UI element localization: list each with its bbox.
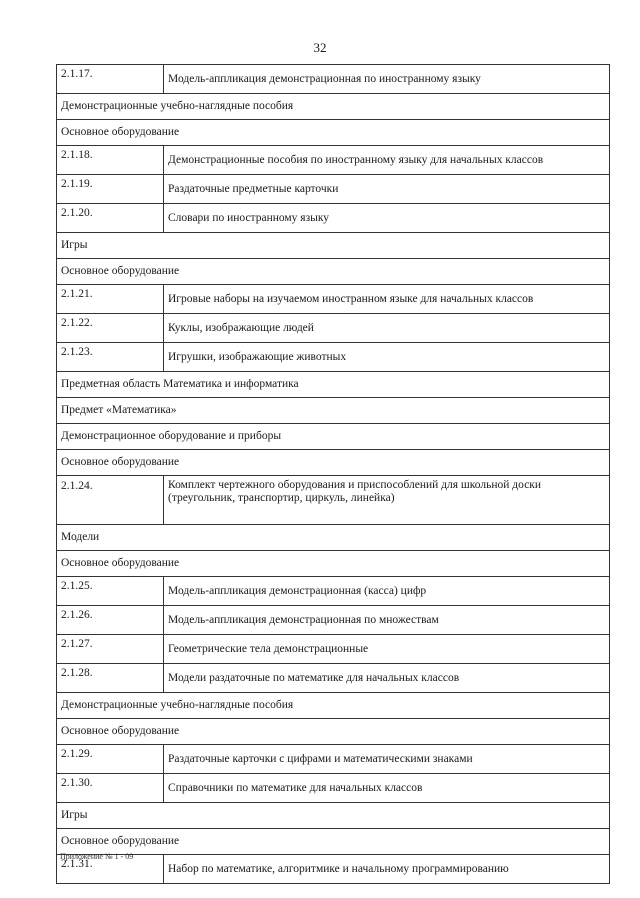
item-description: Модель-аппликация демонстрационная по множествам [164,606,610,635]
item-description: Раздаточные предметные карточки [164,175,610,204]
item-description: Набор по математике, алгоритмике и начальному программированию [164,855,610,884]
section-header-text: Демонстрационные учебно-наглядные пособия [57,94,610,120]
section-header-text: Предмет «Математика» [57,398,610,424]
equipment-table-body [57,65,610,884]
section-header-row [57,259,610,285]
item-description: Модели раздаточные по математике для начальных классов [164,664,610,693]
item-number: 2.1.22. [57,314,164,343]
page-footer: Приложение № 1 - 09 [60,852,134,861]
item-number: 2.1.26. [57,606,164,635]
section-header-text: Игры [57,803,610,829]
item-description: Модель-аппликация демонстрационная (касса) цифр [164,577,610,606]
item-row [57,855,610,884]
equipment-table-container [56,64,610,884]
page-number: 32 [313,40,327,55]
section-header-text: Основное оборудование [57,120,610,146]
item-description: Комплект чертежного оборудования и приспособлений для школьной доски (треугольник, транспортир, циркуль, линейка) [164,476,610,525]
section-header-text: Основное оборудование [57,551,610,577]
section-header-row [57,803,610,829]
section-header-text: Основное оборудование [57,719,610,745]
item-row [57,774,610,803]
item-row [57,606,610,635]
section-header-text: Игры [57,233,610,259]
item-description: Модель-аппликация демонстрационная по иностранному языку [164,65,610,94]
section-header-row [57,829,610,855]
item-number: 2.1.20. [57,204,164,233]
section-header-row [57,233,610,259]
section-header-text: Основное оборудование [57,829,610,855]
item-number: 2.1.29. [57,745,164,774]
item-number: 2.1.25. [57,577,164,606]
item-number: 2.1.28. [57,664,164,693]
section-header-text: Основное оборудование [57,450,610,476]
item-row [57,146,610,175]
item-description: Геометрические тела демонстрационные [164,635,610,664]
item-row [57,635,610,664]
item-number: 2.1.24. [57,476,164,525]
item-number: 2.1.19. [57,175,164,204]
section-header-row [57,450,610,476]
item-row [57,664,610,693]
item-number: 2.1.17. [57,65,164,94]
section-header-row [57,94,610,120]
item-description: Раздаточные карточки с цифрами и математическими знаками [164,745,610,774]
item-row [57,577,610,606]
item-description: Словари по иностранному языку [164,204,610,233]
section-header-text: Предметная область Математика и информатика [57,372,610,398]
section-header-row [57,719,610,745]
item-row [57,65,610,94]
item-row [57,175,610,204]
item-number: 2.1.30. [57,774,164,803]
section-header-text: Демонстрационные учебно-наглядные пособия [57,693,610,719]
section-header-row [57,424,610,450]
item-row [57,314,610,343]
item-row [57,204,610,233]
item-row [57,343,610,372]
item-description: Игрушки, изображающие животных [164,343,610,372]
item-number: 2.1.27. [57,635,164,664]
section-header-row [57,551,610,577]
section-header-row [57,398,610,424]
section-header-row [57,120,610,146]
item-row [57,745,610,774]
equipment-table [56,64,610,884]
item-description: Справочники по математике для начальных классов [164,774,610,803]
item-row [57,285,610,314]
item-description: Куклы, изображающие людей [164,314,610,343]
section-header-text: Модели [57,525,610,551]
item-number: 2.1.31. [57,855,164,884]
item-row [57,476,610,525]
item-description: Демонстрационные пособия по иностранному языку для начальных классов [164,146,610,175]
section-header-row [57,372,610,398]
section-header-text: Основное оборудование [57,259,610,285]
item-description: Игровые наборы на изучаемом иностранном языке для начальных классов [164,285,610,314]
section-header-row [57,693,610,719]
item-number: 2.1.21. [57,285,164,314]
item-number: 2.1.23. [57,343,164,372]
section-header-text: Демонстрационное оборудование и приборы [57,424,610,450]
section-header-row [57,525,610,551]
item-number: 2.1.18. [57,146,164,175]
